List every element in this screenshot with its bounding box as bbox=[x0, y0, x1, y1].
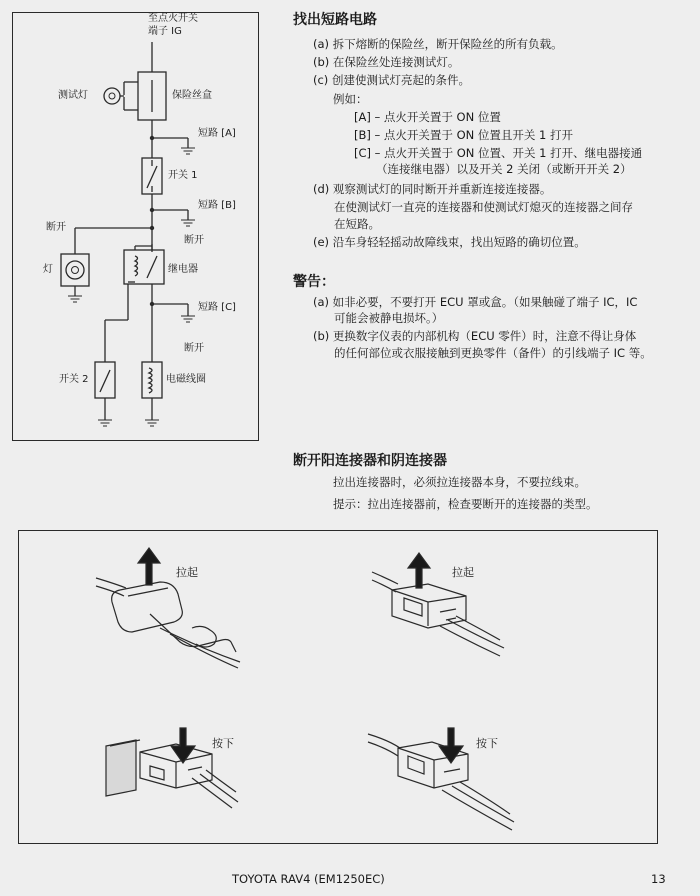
label-test-light: 测试灯 bbox=[58, 90, 88, 101]
label-pull-right: 拉起 bbox=[452, 566, 474, 579]
find-short-line-d-cont2: 在短路。 bbox=[334, 217, 380, 231]
label-short-c: 短路 [C] bbox=[198, 302, 236, 313]
connector-title: 断开阳连接器和阴连接器 bbox=[293, 453, 447, 469]
find-short-example: 例如： bbox=[333, 92, 368, 106]
connector-line-1: 拉出连接器时，必须拉连接器本身，不要拉线束。 bbox=[333, 475, 586, 489]
find-short-line-d-cont: 在使测试灯一直亮的连接器和使测试灯熄灭的连接器之间存 bbox=[334, 200, 633, 214]
label-switch-1: 开关 1 bbox=[168, 170, 198, 181]
find-short-case-b: [B] – 点火开关置于 ON 位置且开关 1 打开 bbox=[354, 128, 574, 142]
label-open-lamp: 断开 bbox=[46, 222, 66, 233]
find-short-case-c-cont: （连接继电器）以及开关 2 关闭（或断开开关 2） bbox=[376, 162, 632, 176]
find-short-line-a: (a) 拆下熔断的保险丝，断开保险丝的所有负载。 bbox=[313, 37, 563, 51]
label-short-a: 短路 [A] bbox=[198, 128, 236, 139]
label-pull-left: 拉起 bbox=[176, 566, 198, 579]
connector-hint: 提示：拉出连接器前，检查要断开的连接器的类型。 bbox=[333, 497, 598, 511]
label-ignition-terminal: 端子 IG bbox=[148, 26, 182, 37]
label-lamp: 灯 bbox=[43, 264, 53, 275]
label-relay: 继电器 bbox=[168, 264, 198, 275]
label-ignition-switch: 至点火开关 bbox=[148, 13, 198, 24]
find-short-case-c: [C] – 点火开关置于 ON 位置、开关 1 打开、继电器接通 bbox=[354, 146, 643, 160]
find-short-line-b: (b) 在保险丝处连接测试灯。 bbox=[313, 55, 460, 69]
find-short-title: 找出短路电路 bbox=[293, 12, 377, 28]
footer-text: TOYOTA RAV4 (EM1250EC) bbox=[232, 872, 385, 886]
find-short-case-a: [A] – 点火开关置于 ON 位置 bbox=[354, 110, 501, 124]
warning-line-a: (a) 如非必要，不要打开 ECU 罩或盒。（如果触碰了端子 IC，IC bbox=[313, 295, 638, 309]
label-open-relay: 断开 bbox=[184, 235, 204, 246]
find-short-line-e: (e) 沿车身轻轻摇动故障线束，找出短路的确切位置。 bbox=[313, 235, 586, 249]
label-press-left: 按下 bbox=[212, 737, 234, 750]
label-fuse-box: 保险丝盒 bbox=[172, 90, 212, 101]
label-switch-2: 开关 2 bbox=[59, 374, 89, 385]
page-number: 13 bbox=[651, 872, 666, 886]
label-short-b: 短路 [B] bbox=[198, 200, 236, 211]
label-solenoid: 电磁线圈 bbox=[166, 374, 206, 385]
warning-title: 警告： bbox=[293, 274, 335, 290]
warning-line-b-cont: 的任何部位或衣服接触到更换零件（备件）的引线端子 IC 等。 bbox=[334, 346, 652, 360]
warning-line-b: (b) 更换数字仪表的内部机构（ECU 零件）时，注意不得让身体 bbox=[313, 329, 637, 343]
find-short-line-d: (d) 观察测试灯的同时断开并重新连接连接器。 bbox=[313, 182, 552, 196]
label-open-solenoid: 断开 bbox=[184, 343, 204, 354]
find-short-line-c: (c) 创建使测试灯亮起的条件。 bbox=[313, 73, 470, 87]
label-press-right: 按下 bbox=[476, 737, 498, 750]
warning-line-a-cont: 可能会被静电损坏。） bbox=[334, 311, 444, 325]
